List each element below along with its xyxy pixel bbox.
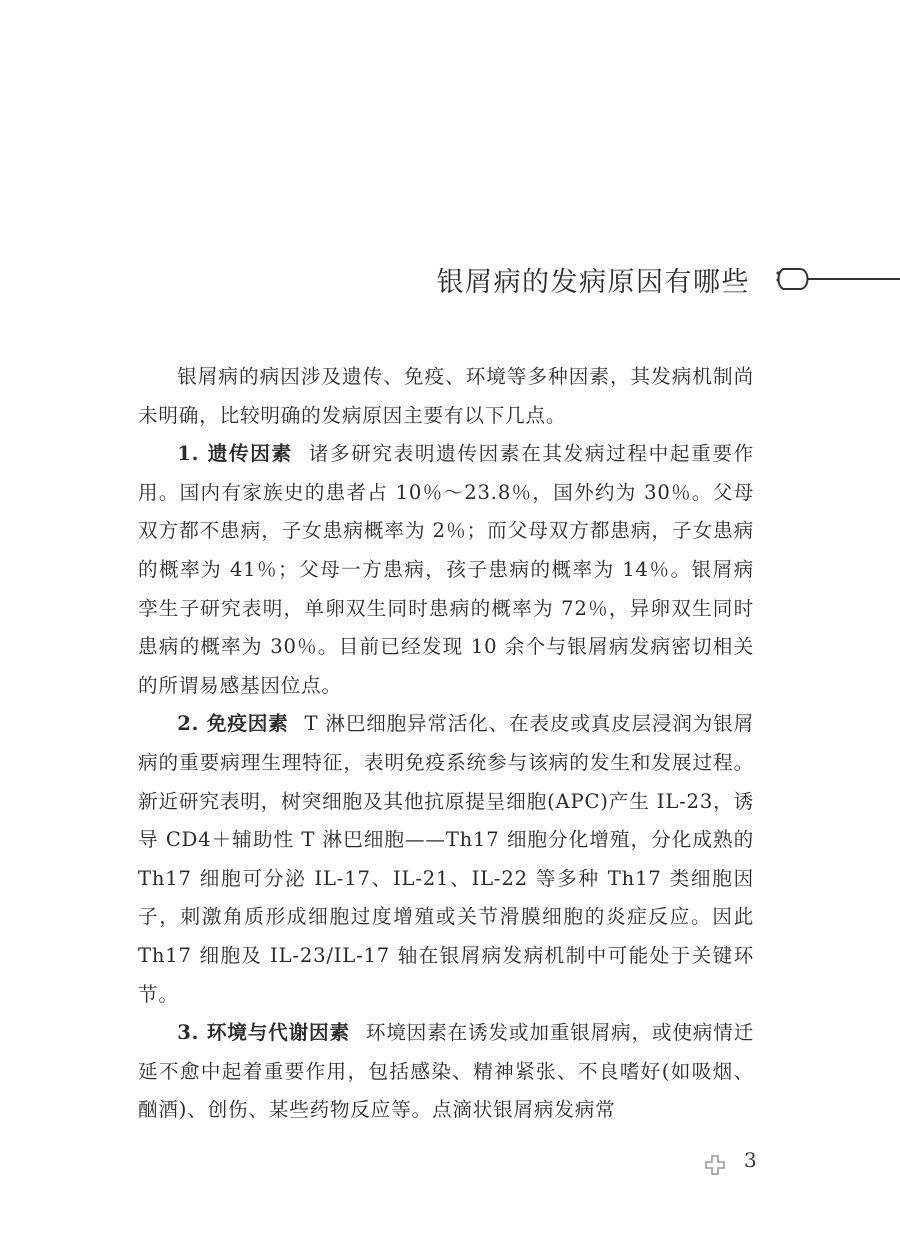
section-heading: 3. 环境与代谢因素	[177, 1021, 350, 1045]
intro-paragraph: 银屑病的病因涉及遗传、免疫、环境等多种因素，其发病机制尚未明确，比较明确的发病原因主要有以下几点。	[138, 365, 754, 427]
section-heading: 1. 遗传因素	[177, 442, 293, 466]
section-heading: 2. 免疫因素	[177, 712, 289, 736]
article-body	[138, 358, 754, 1130]
section-immune	[138, 705, 754, 1014]
title-ornament-icon	[770, 264, 900, 298]
section-environment	[138, 1014, 754, 1130]
chapter-title-row	[0, 258, 900, 304]
section-genetic	[138, 435, 754, 705]
cross-outline-icon	[704, 1154, 726, 1176]
section-text: T 淋巴细胞异常活化、在表皮或真皮层浸润为银屑病的重要病理生理特征，表明免疫系统参与该病的发生和发展过程。新近研究表明，树突细胞及其他抗原提呈细胞(APC)产生 IL-23，诱导 CD4＋辅助性 T 淋巴细胞——Th17 细胞分化增殖，分化成熟的 Th17 细胞可分泌 IL-17、IL-21、IL-22 等多种 Th17 类细胞因子，刺激角质形成细胞过度增殖或关节滑膜细胞的炎症反应。因此 Th17 细胞及 IL-23/IL-17 轴在银屑病发病机制中可能处于关键环节。	[138, 712, 754, 1006]
page-title: 银屑病的发病原因有哪些	[436, 267, 750, 298]
section-text: 环境因素在诱发或加重银屑病，或使病情迁延不愈中起着重要作用，包括感染、精神紧张、不良嗜好(如吸烟、酗酒)、创伤、某些药物反应等。点滴状银屑病发病常	[138, 1021, 755, 1122]
page-number: 3	[744, 1148, 757, 1172]
section-text: 诸多研究表明遗传因素在其发病过程中起重要作用。国内有家族史的患者占 10％～23.8％，国外约为 30％。父母双方都不患病，子女患病概率为 2％；而父母双方都患病，子女患病的概率为 41％；父母一方患病，孩子患病的概率为 14％。银屑病孪生子研究表明，单卵双生同时患病的概率为 72％，异卵双生同时患病的概率为 30％。目前已经发现 10 余个与银屑病发病密切相关的所谓易感基因位点。	[138, 442, 754, 697]
